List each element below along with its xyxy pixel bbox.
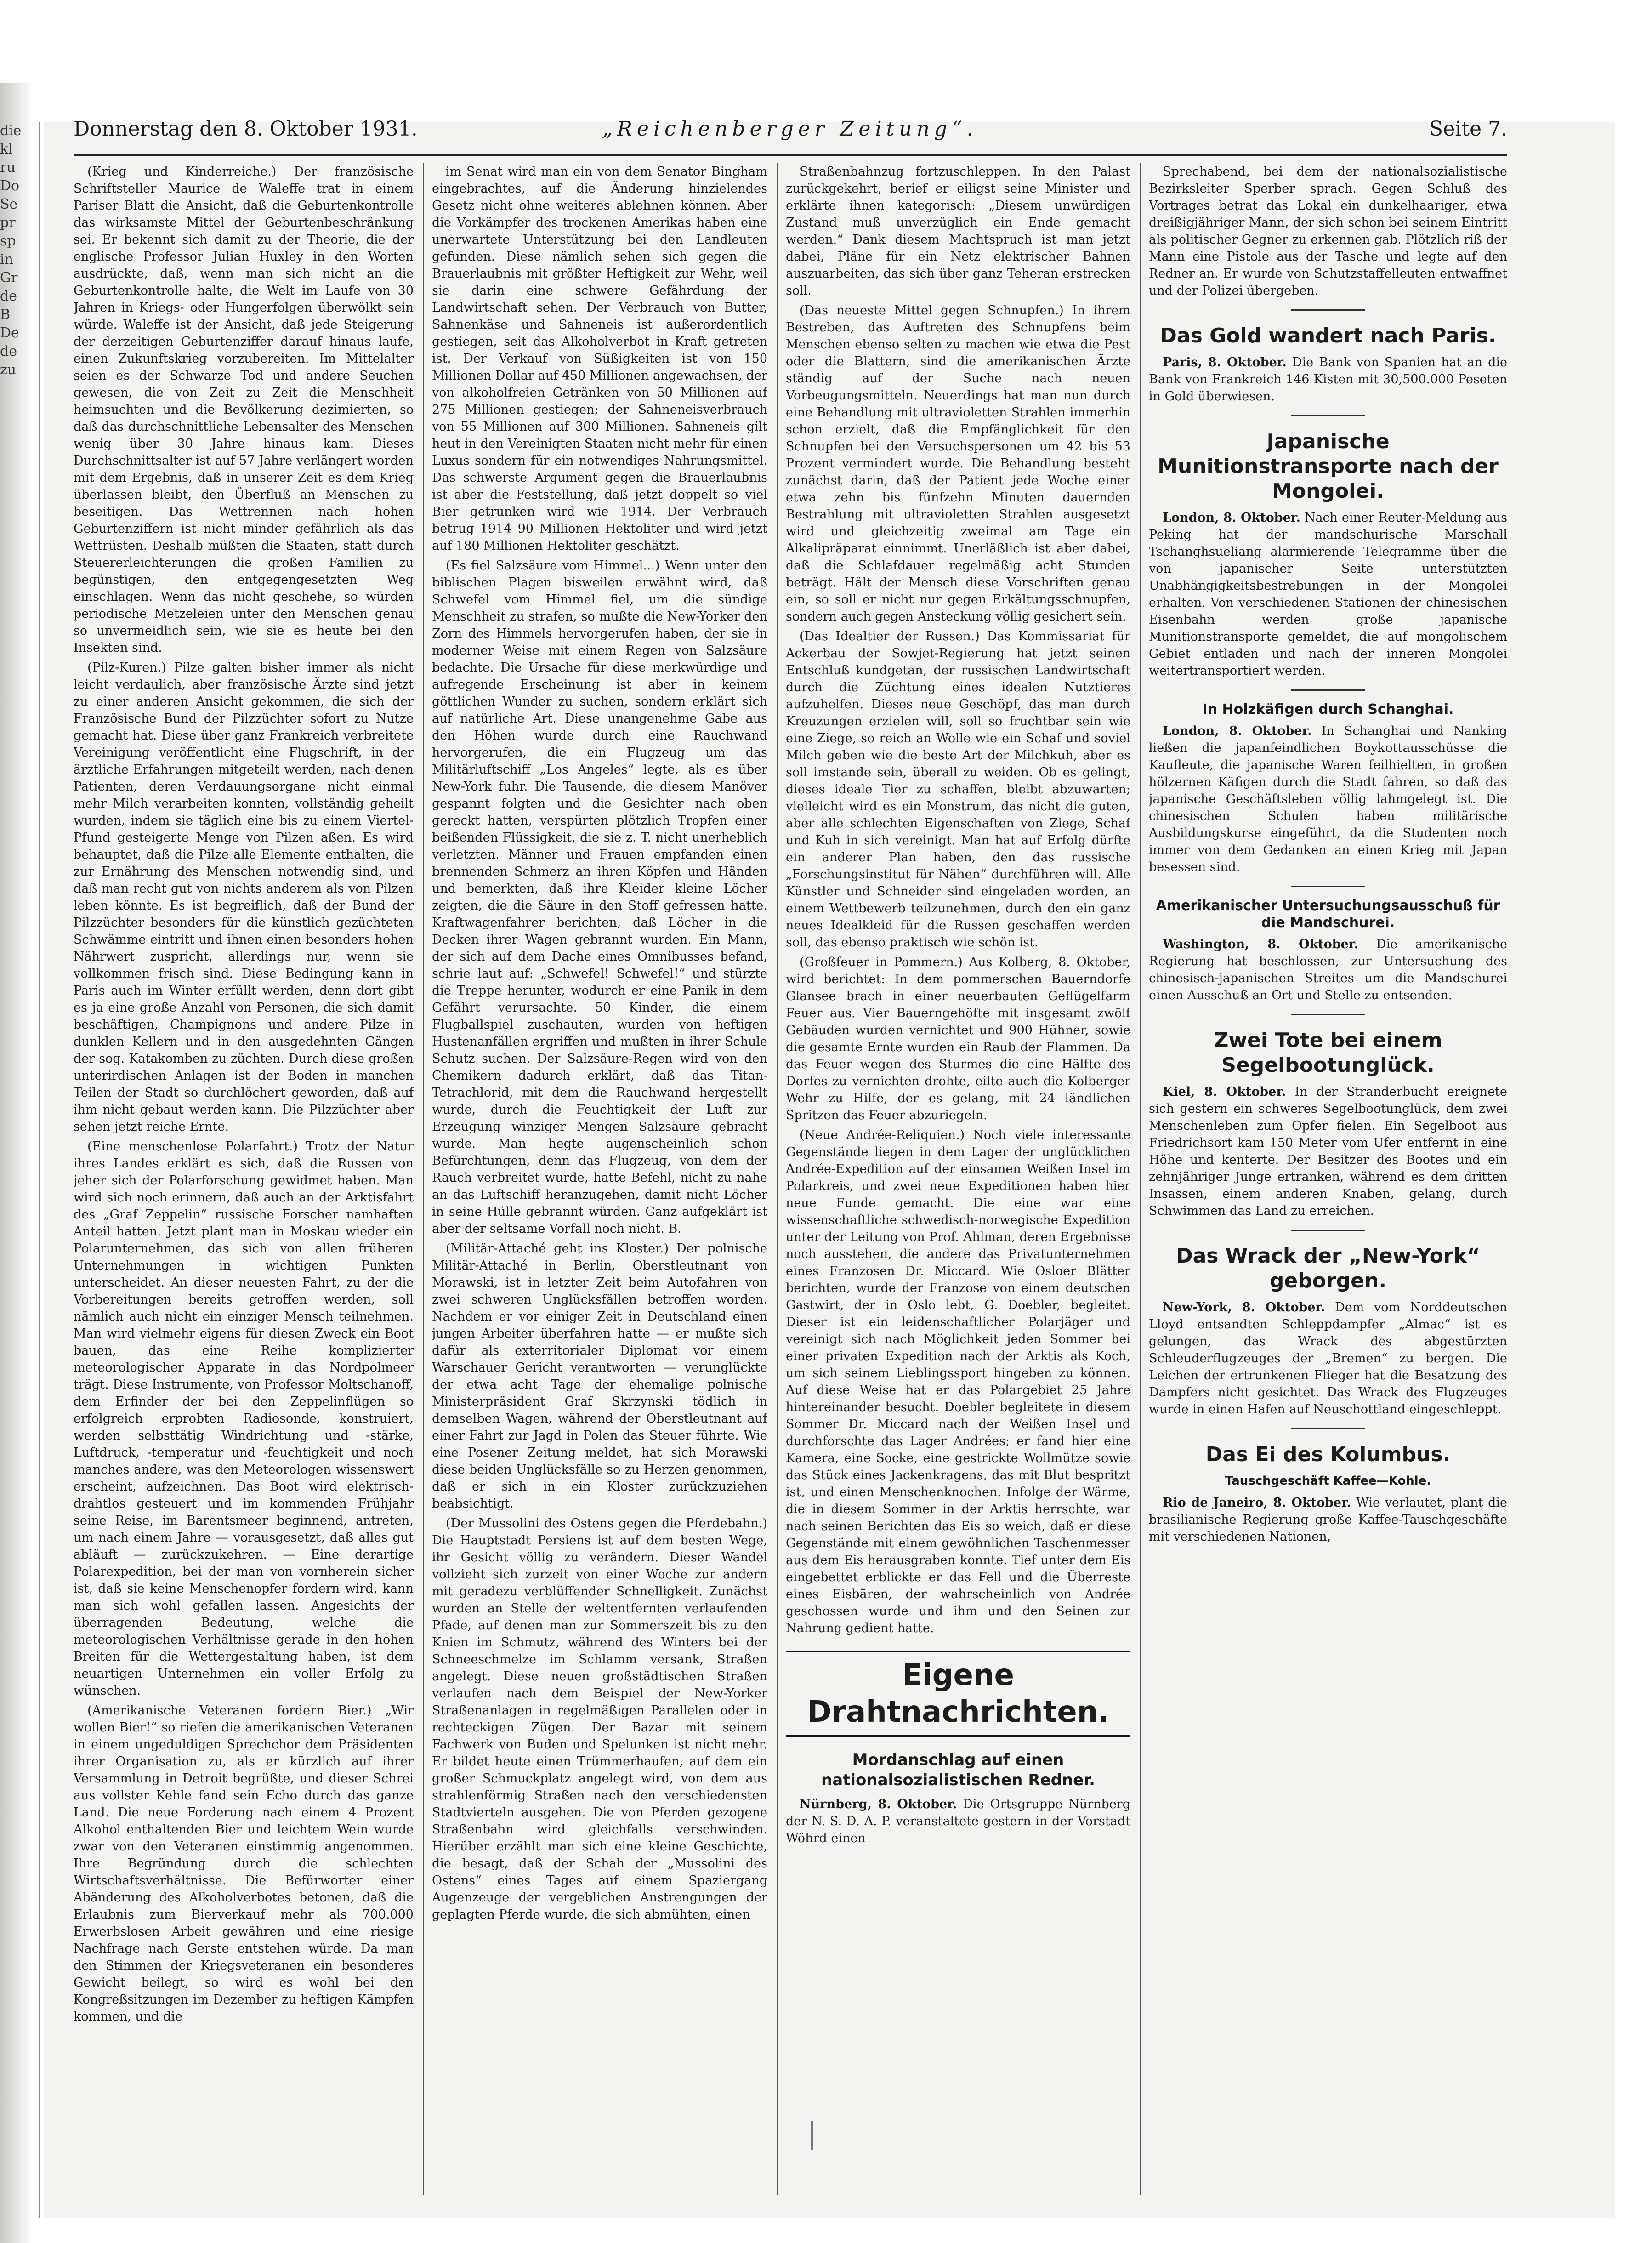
article-paragraph: (Der Mussolini des Ostens gegen die Pferdebahn.) Die Hauptstadt Persiens ist auf dem besten Wege, ihr Gesicht völlig zu verändern. Dieser Wandel vollzieht sich zurzeit von einer Woche zur andern mit geradezu verblüffender Schnelligkeit. Zunächst wurden an Stelle der weltentfernten verlaufenden Pfade, auf denen man zur Sommerszeit bis zu den Knien im Schmutz, während des Winters bei der Schneeschmelze im Schlamm versank, Straßen angelegt. Diese neuen großstädtischen Straßen verlaufen nach dem Beispiel der New-Yorker Straßenanlagen in regelmäßigen Parallelen oder in rechteckigen Zügen. Der Bazar mit seinem Fachwerk von Buden und Spelunken ist nicht mehr. Er bildet heute einen Trümmerhaufen, auf dem ein großer Schmuckplatz angelegt wird, von dem aus strahlenförmig Straßen nach den verschiedensten Stadtvierteln ausgehen. Die von Pferden gezogene Straßenbahn wird gleichfalls verschwinden. Hierüber erzählt man sich eine kleine Geschichte, die besagt, daß der Schah der „Mussolini des Ostens“ eines Tages auf einem Spaziergang Augenzeuge der vergeblichen Anstrengungen der geplagten Pferde wurde, die sich abmühten, einen	[432, 1516, 767, 1922]
news-headline: Mordanschlag auf einen nationalsozialistischen Redner.	[821, 1751, 1096, 1789]
article-separator	[1291, 689, 1365, 691]
news-dateline: London, 8. Oktober.	[1163, 724, 1312, 738]
header-date: Donnerstag den 8. Oktober 1931.	[74, 117, 418, 141]
news-item	[1149, 509, 1507, 679]
article-paragraph: (Großfeuer in Pommern.) Aus Kolberg, 8. Oktober, wird berichtet: In dem pommerschen Bauerndorfe Glansee brach in einer neuerbauten Geflügelfarm Feuer aus. Vier Bauerngehöfte mit insgesamt zwölf Gebäuden wurden vernichtet und 900 Hühner, sowie die gesamte Ernte wurden ein Raub der Flammen. Da das Feuer wegen des Sturmes die eine Hälfte des Dorfes zu vernichten drohte, eilte auch die Kolberger Wehr zu Hilfe, der es gelang, mit 24 ländlichen Spritzen das Feuer abzuriegeln.	[786, 955, 1130, 1122]
news-dateline: Rio de Janeiro, 8. Oktober.	[1163, 1496, 1351, 1510]
news-dateline: Kiel, 8. Oktober.	[1163, 1085, 1286, 1099]
news-dateline: New-York, 8. Oktober.	[1163, 1300, 1325, 1315]
news-item	[1149, 354, 1507, 405]
news-text: Die Ortsgruppe Nürnberg der N. S. D. A. P. veranstaltete gestern in der Vorstadt Wöhrd einen	[786, 1797, 1130, 1845]
article-separator	[1291, 415, 1365, 416]
news-text: Die amerikanische Regierung hat beschlossen, zur Untersuchung des chinesisch-japanischen Streites um die Mandschurei einen Ausschuß an Ort und Stelle zu entsenden.	[1149, 937, 1507, 1002]
article-paragraph: (Neue Andrée-Reliquien.) Noch viele interessante Gegenstände liegen in dem Lager der unglücklichen Andrée-Expedition auf der einsamen Weißen Insel im Polarkreis, und zwei neue Expeditionen haben hier neue Funde gemacht. Die eine war eine wissenschaftliche schwedisch-norwegische Expedition unter der Leitung von Prof. Ahlman, deren Ergebnisse noch ausstehen, die andere das Privatunternehmen eines Franzosen Dr. Miccard. Wie Osloer Blätter berichten, wurde der Franzose von einem deutschen Gastwirt, der in Oslo lebt, G. Doebler, begleitet. Dieser ist ein leidenschaftlicher Polarjäger und vereinigt sich nach Möglichkeit jeden Sommer bei einer privaten Expedition nach der Arktis als Koch, um sich seinem Lieblingssport hingeben zu können. Auf diese Weise hat er das Polargebiet 25 Jahre hintereinander besucht. Doebler begleitete in diesem Sommer Dr. Miccard nach der Weißen Insel und durchforschte das Lager Andrées; er fand hier eine Kamera, eine Socke, eine gestrickte Wollmütze sowie das Stück eines Jackenkragens, das mit Blut bespritzt ist, und einen Menschenknochen. Infolge der Wärme, die in diesem Sommer in der Arktis herrschte, war nach seinen Berichten das Eis so weich, daß er diese Gegenstände mit einem gewöhnlichen Taschenmesser aus dem Eis herausgraben konnte. Tief unter dem Eis eingebettet erblickte er das Fell und die Überreste eines Eisbären, der wahrscheinlich von Andrée geschossen wurde und ihm und den Seinen zur Nahrung gedient hatte.	[786, 1128, 1130, 1635]
news-dateline: Paris, 8. Oktober.	[1163, 355, 1287, 370]
news-dateline: Washington, 8. Oktober.	[1163, 937, 1358, 951]
article-paragraph: Sprechabend, bei dem der nationalsozialistische Bezirksleiter Sperber sprach. Gegen Schluß des Vortrages betrat das Lokal ein dunkelhaariger, etwa dreißigjähriger Mann, der sich schon bei seinem Eintritt als politischer Gegner zu erkennen gab. Plötzlich riß der Mann eine Pistole aus der Tasche und legte auf den Redner an. Er wurde von Schutzstaffelleuten entwaffnet und der Polizei übergeben.	[1149, 165, 1507, 298]
previous-page-edge: die kl ru Do Se pr sp in Gr de B De de zu	[0, 122, 40, 2218]
article-separator	[1291, 1014, 1365, 1015]
news-text: Nach einer Reuter-Meldung aus Peking hat der mandschurische Marschall Tschanghsueliang alarmierende Telegramme über die von japanischer Seite unterstützten Unabhängigkeitsbestrebungen in der Mongolei erhalten. Von verschiedenen Stationen der chinesischen Eisenbahn werden große japanische Munitionstransporte gemeldet, die auf mongolischem Gebiet entladen und nach der inneren Mongolei weitertransportiert werden.	[1149, 511, 1507, 678]
header-rule	[74, 154, 1507, 156]
news-text: Wie verlautet, plant die brasilianische Regierung große Kaffee-Tauschgeschäfte mit verschiedenen Nationen,	[1149, 1496, 1507, 1544]
column-divider	[777, 163, 778, 2195]
news-headline: Das Gold wandert nach Paris.	[1160, 324, 1496, 347]
column-1	[74, 163, 414, 2195]
section-banner: Eigene Drahtnachrichten.	[786, 1651, 1130, 1737]
paper-mark	[811, 2121, 813, 2150]
article-paragraph: im Senat wird man ein von dem Senator Bingham eingebrachtes, auf die Änderung hinzielendes Gesetz nicht ohne weiteres ablehnen können. Aber die Vorkämpfer des trockenen Amerikas haben eine unerwartete Unterstützung bei den Landleuten gefunden. Diese nämlich sehen sich gegen die Brauerlaubnis mit größter Heftigkeit zur Wehr, weil sie darin eine schwere Gefährdung der Landwirtschaft sehen. Der Verbrauch von Butter, Sahnenkäse und Sahneneis ist außerordentlich gestiegen, seit das Alkoholverbot in Kraft getreten ist. Der Verkauf von Süßigkeiten ist von 150 Millionen Dollar auf 450 Millionen angewachsen, der von alkoholfreien Getränken von 50 Millionen auf 275 Millionen gestiegen; der Sahneneisverbrauch von 55 Millionen auf 300 Millionen. Sahneneis gilt heut in den Vereinigten Staaten nicht mehr für einen Luxus sondern für ein notwendiges Nahrungsmittel. Das schwerste Argument gegen die Brauerlaubnis ist aber die Feststellung, daß jetzt doppelt so viel Bier getrunken wird wie 1914. Der Verbrauch betrug 1914 90 Millionen Hektoliter und wird jetzt auf 180 Millionen Hektoliter geschätzt.	[432, 165, 767, 553]
news-text: Die Bank von Spanien hat an die Bank von Frankreich 146 Kisten mit 30,500.000 Peseten in Gold überwiesen.	[1149, 355, 1507, 404]
news-item	[1149, 1494, 1507, 1545]
article-paragraph: (Amerikanische Veteranen fordern Bier.) „Wir wollen Bier!“ so riefen die amerikanischen Veteranen in einem ungeduldigen Sprechchor dem Präsidenten ihrer Organisation zu, als er kürzlich auf ihrer Versammlung in Detroit begrüßte, und dieser Schrei aus vollster Kehle fand sein Echo durch das ganze Land. Die neue Forderung nach einem 4 Prozent Alkohol enthaltenden Bier und leichtem Wein wurde zwar von den Veteranen einstimmig angenommen. Ihre Begründung durch die schlechten Wirtschaftsverhältnisse. Die Befürworter einer Abänderung des Alkoholverbotes betonen, daß die Erlaubnis zum Bierverkauf mehr als 700.000 Erwerbslosen Arbeit gewähren und eine riesige Nachfrage nach Gerste entstehen würde. Da man den Stimmen der Kriegsveteranen ein besonderes Gewicht beilegt, so wird es wohl bei den Kongreßsitzungen im Dezember zu heftigen Kämpfen kommen, und die	[74, 1703, 414, 2024]
news-item	[1149, 1299, 1507, 1418]
news-headline: Das Wrack der „New-York“ geborgen.	[1176, 1244, 1480, 1292]
article-paragraph: (Militär-Attaché geht ins Kloster.) Der polnische Militär-Attaché in Berlin, Oberstleutnant von Morawski, ist in letzter Zeit beim Autofahren von zwei schweren Unglücksfällen betroffen worden. Nachdem er vor einiger Zeit in Deutschland einen jungen Arbeiter überfahren hatte — er mußte sich dafür als exterritorialer Diplomat vor einem Warschauer Gericht verantworten — verunglückte der etwa acht Tage der ehemalige polnische Ministerpräsident Graf Skrzynski tödlich in demselben Wagen, während der Oberstleutnant auf einer Fahrt zur Jagd in Polen das Steuer führte. Wie eine Posener Zeitung meldet, hat sich Morawski diese beiden Unglücksfälle so zu Herzen genommen, daß er sich in ein Kloster zurückzuziehen beabsichtigt.	[432, 1241, 767, 1511]
news-dateline: London, 8. Oktober.	[1163, 511, 1300, 525]
page-header	[74, 117, 1507, 145]
news-headline: Amerikanischer Untersuchungsausschuß für die Mandschurei.	[1156, 898, 1500, 931]
article-separator	[1291, 1230, 1365, 1231]
news-headline: In Holzkäfigen durch Schanghai.	[1202, 701, 1454, 717]
news-item	[1149, 936, 1507, 1004]
news-item	[786, 1796, 1130, 1847]
article-paragraph: (Krieg und Kinderreiche.) Der französische Schriftsteller Maurice de Waleffe trat in einem Pariser Blatt die Ansicht, daß die Geburtenkontrolle das wirksamste Mittel der Geburtenbeschränkung sei. Er bekennt sich damit zu der Theorie, die der englische Professor Julian Huxley in den Worten ausdrückte, daß, wenn man sich nicht an die Geburtenkontrolle halte, die Welt im Laufe von 30 Jahren in Kriegs- oder Hungerfolgen überwölkt sein würde. Waleffe ist der Ansicht, daß jede Steigerung der derzeitigen Geburtenziffer darauf hinaus laufe, einen Zukunftskrieg vorzubereiten. Im Mittelalter seien es der Schwarze Tod und andere Seuchen gewesen, die von Zeit zu Zeit die Menschheit heimsuchten und die Bevölkerung dezimierten, so daß das durchschnittliche Lebensalter des Menschen wenig über 30 Jahre hinaus kam. Dieses Durchschnittsalter ist auf 57 Jahre verlängert worden mit dem Ergebnis, daß in unserer Zeit es dem Krieg überlassen bleibt, den Überfluß an Menschen zu beseitigen. Das Wettrennen nach hohen Geburtenziffern ist nicht minder gefährlich als das Wettrüsten. Deshalb müßten die Staaten, statt durch Steuererleichterungen die großen Familien zu begünstigen, den entgegengesetzten Weg einschlagen. Wenn das nicht geschehe, so würden periodische Metzeleien unter den Menschen genau so unvermeidlich sein, wie sie es heute bei den Insekten sind.	[74, 165, 414, 655]
news-text: Dem vom Norddeutschen Lloyd entsandten Schleppdampfer „Almac“ ist es gelungen, das Wrack des abgestürzten Schleuderflugzeuges der „Bremen“ zu bergen. Die Leichen der ertrunkenen Flieger hat die Besatzung des Dampfers nicht gesichtet. Das Wrack des Flugzeuges wurde in einen Hafen auf Neuschottland eingeschleppt.	[1149, 1300, 1507, 1417]
article-paragraph: (Pilz-Kuren.) Pilze galten bisher immer als nicht leicht verdaulich, aber französische Ärzte sind jetzt zu einer anderen Ansicht gekommen, die sich der Französische Bund der Pilzzüchter sofort zu Nutze gemacht hat. Diese über ganz Frankreich verbreitete Vereinigung veröffentlicht eine Flugschrift, in der ärztliche Erfahrungen mitgeteilt werden, nach denen Patienten, deren Verdauungsorgane nicht einmal mehr Milch verarbeiten konnten, vollständig geheilt wurden, indem sie täglich eine bis zu einem Viertel-Pfund gesteigerte Menge von Pilzen aßen. Es wird behauptet, daß die Pilze alle Elemente enthalten, die zur Ernährung des Menschen notwendig sind, und daß man recht gut von nichts anderem als von Pilzen leben könnte. Es ist begreiflich, daß der Bund der Pilzzüchter besonders für die künstlich gezüchteten Schwämme eintritt und ihnen einen besonders hohen Nährwert zuspricht, allerdings nur, wenn sie vollkommen frisch sind. Diese Bedingung kann in Paris auch im Winter erfüllt werden, denn dort gibt es ja eine große Anzahl von Personen, die sich damit beschäftigen, Champignons und andere Pilze in dunklen Kellern und in den ausgedehnten Gängen der sog. Katakomben zu züchten. Durch diese großen unterirdischen Anlagen ist der Boden in manchen Teilen der Stadt so durchlöchert geworden, daß auf ihm nicht gebaut werden kann. Die Pilzzüchter aber sehen jetzt reiche Ernte.	[74, 660, 414, 1134]
article-paragraph: (Eine menschenlose Polarfahrt.) Trotz der Natur ihres Landes erklärt es sich, daß die Russen von jeher sich der Polarforschung gewidmet haben. Man wird sich noch erinnern, daß auch an der Arktisfahrt des „Graf Zeppelin“ russische Forscher namhaften Anteil hatten. Jetzt plant man in Moskau wieder ein Polarunternehmen, das sich von allen früheren Unternehmungen in wichtigen Punkten unterscheidet. An dieser neuesten Fahrt, zu der die Vorbereitungen bereits getroffen werden, soll nämlich auch nicht ein einziger Mensch teilnehmen. Man wird vielmehr eigens für diesen Zweck ein Boot bauen, das eine Reihe komplizierter meteorologischer Apparate in das Nordpolmeer trägt. Diese Instrumente, von Professor Moltschanoff, dem Erfinder der bei den Zeppelinflügen so erfolgreich erprobten Radiosonde, konstruiert, werden selbsttätig Windrichtung und -stärke, Luftdruck, -temperatur und -feuchtigkeit und noch manches andere, was den Meteorologen wissenswert erscheint, aufzeichnen. Das Boot wird elektrisch-drahtlos gesteuert und im kommenden Frühjahr seine Reise, im Barentsmeer beginnend, antreten, um nach einem Jahre — vorausgesetzt, daß alles gut abläuft — zurückzukehren. — Eine derartige Polarexpedition, bei der man von vornherein sicher ist, daß sie keine Menschenopfer fordern wird, kann man sich wohl gefallen lassen. Angesichts der überragenden Bedeutung, welche die meteorologischen Verhältnisse gerade in den hohen Breiten für die Wettergestaltung haben, ist dem neuartigen Unternehmen ein voller Erfolg zu wünschen.	[74, 1139, 414, 1698]
news-headline: Das Ei des Kolumbus.	[1205, 1443, 1451, 1466]
article-paragraph: (Das neueste Mittel gegen Schnupfen.) In ihrem Bestreben, das Auftreten des Schnupfens beim Menschen ebenso selten zu machen wie etwa die Pest oder die Blattern, sind die amerikanischen Ärzte ständig auf der Suche nach neuen Vorbeugungsmitteln. Neuerdings hat man nun durch eine Behandlung mit ultravioletten Strahlen immerhin schon erzielt, daß die Empfänglichkeit für den Schnupfen bei den Versuchspersonen um 42 bis 53 Prozent vermindert wurde. Die Behandlung besteht zunächst darin, daß der Patient jede Woche einer etwa zehn bis fünfzehn Minuten dauernden Bestrahlung mit ultravioletten Strahlen ausgesetzt wird und gleichzeitig zweimal am Tage ein Alkalipräparat einnimmt. Unerläßlich ist aber dabei, daß die Schlafdauer regelmäßig acht Stunden beträgt. Hält der Mensch diese Vorschriften genau ein, so soll er nicht nur gegen Erkältungsschnupfen, sondern auch gegen Ansteckung völlig gesichert sein.	[786, 303, 1130, 624]
column-divider	[423, 163, 424, 2195]
news-headline: Zwei Tote bei einem Segelbootunglück.	[1214, 1029, 1442, 1077]
column-divider	[1140, 163, 1141, 2195]
news-subheadline: Tauschgeschäft Kaffee—Kohle.	[1225, 1474, 1431, 1488]
news-text: In der Stranderbucht ereignete sich gestern ein schweres Segelbootunglück, dem zwei Menschenleben zum Opfer fielen. Ein Segelboot aus Friedrichsort kam 150 Meter vom Ufer entfernt in eine Höhe und kenterte. Der Besitzer des Bootes und ein zehnjähriger Junge ertranken, während es dem dritten Insassen, einem anderen Knaben, gelang, durch Schwimmen das Land zu erreichen.	[1149, 1085, 1507, 1218]
article-separator	[1291, 1428, 1365, 1429]
news-item	[1149, 1083, 1507, 1219]
news-dateline: Nürnberg, 8. Oktober.	[800, 1797, 957, 1811]
column-2	[432, 163, 767, 2195]
header-page-number: Seite 7.	[1429, 117, 1507, 141]
news-text: In Schanghai und Nanking ließen die japanfeindlichen Boykottausschüsse die Kaufleute, die japanische Waren feilhielten, in großen hölzernen Käfigen durch die Stadt fahren, so daß das japanische Geschäftsleben völlig lahmgelegt ist. Die chinesischen Schulen haben militärische Ausbildungskurse eingeführt, da die Studenten noch immer von dem Gedanken an einen Krieg mit Japan besessen sind.	[1149, 724, 1507, 874]
news-item	[1149, 723, 1507, 876]
news-headline: Japanische Munitionstransporte nach der Mongolei.	[1158, 430, 1499, 503]
column-4	[1149, 163, 1507, 2195]
column-3	[786, 163, 1130, 2195]
article-paragraph: (Das Idealtier der Russen.) Das Kommissariat für Ackerbau der Sowjet-Regierung hat jetzt seinen Entschluß kundgetan, der russischen Landwirtschaft durch die Züchtung eines idealen Nutztieres aufzuhelfen. Dieses neue Geschöpf, das man durch Kreuzungen erzielen will, soll so fruchtbar sein wie eine Ziege, so reich an Wolle wie ein Schaf und soviel Milch geben wie die beste Art der Milchkuh, aber es soll imstande sein, überall zu weiden. Ob es gelingt, dieses ideale Tier zu schaffen, bleibt abzuwarten; vielleicht wird es ein Monstrum, das nicht die guten, aber alle schlechten Eigenschaften von Ziege, Schaf und Kuh in sich vereinigt. Man hat auf Erfolg dürfte ein anderer Plan haben, den das russische „Forschungsinstitut für Nähen“ durchführen will. Alle Künstler und Schneider sind eingeladen worden, an einem Wettbewerb teilzunehmen, durch den ein ganz neues Idealkleid für die Russen geschaffen werden soll, das ebenso praktisch wie schön ist.	[786, 629, 1130, 950]
article-separator	[1291, 886, 1365, 887]
article-separator	[1291, 309, 1365, 311]
header-masthead: „Reichenberger Zeitung“.	[602, 117, 978, 141]
article-paragraph: (Es fiel Salzsäure vom Himmel...) Wenn unter den biblischen Plagen bisweilen erwähnt wird, daß Schwefel vom Himmel fiel, um die sündige Menschheit zu strafen, so mußte die New-Yorker den Zorn des Himmels hervorgerufen haben, der sie in moderner Weise mit einem Regen von Salzsäure bedachte. Die Ursache für diese merkwürdige und aufregende Erscheinung ist aber in keinem göttlichen Wunder zu suchen, sondern erklärt sich auf natürliche Art. Diese unangenehme Gabe aus den Höhen wurde durch eine Rauchwand hervorgerufen, die ein Flugzeug um das Militärluftschiff „Los Angeles“ legte, als es über New-York fuhr. Die Tausende, die diesem Manöver gespannt folgten und die Gesichter nach oben gereckt hatten, verspürten plötzlich Tropfen einer beißenden Flüssigkeit, die sie z. T. nicht unerheblich verletzten. Männer und Frauen empfanden einen brennenden Schmerz an ihren Köpfen und Händen und bemerkten, daß ihre Kleider kleine Löcher zeigten, die die Säure in den Stoff gefressen hatte. Kraftwagenfahrer berichten, daß Löcher in die Decken ihrer Wagen gebrannt wurden. Ein Mann, der sich auf dem Dache eines Omnibusses befand, schrie laut auf: „Schwefel! Schwefel!“ und stürzte die Treppe herunter, wodurch er eine Panik in dem Gefährt verursachte. 50 Kinder, die einem Flugballspiel zuschauten, wurden von heftigen Hustenanfällen ergriffen und mußten in ihrer Schule Schutz suchen. Der Salzsäure-Regen wird von den Chemikern dadurch erklärt, daß das Titan-Tetrachlorid, mit dem die Rauchwand hergestellt wurde, durch die Feuchtigkeit der Luft zur Erzeugung winziger Mengen Salzsäure gebracht wurde. Man hegte augenscheinlich schon Befürchtungen, denn das Flugzeug, von dem der Rauch verbreitet wurde, hatte Befehl, nicht zu nahe an das Luftschiff heranzugehen, damit nicht Löcher in seine Hülle gebrannt würden. Ganz aufgeklärt ist aber der seltsame Vorfall noch nicht. B.	[432, 558, 767, 1236]
article-paragraph: Straßenbahnzug fortzuschleppen. In den Palast zurückgekehrt, berief er eiligst seine Minister und erklärte ihnen kategorisch: „Diesem unwürdigen Zustand muß unverzüglich ein Ende gemacht werden.“ Dank diesem Machtspruch ist man jetzt dabei, Pläne für ein Netz elektrischer Bahnen auszuarbeiten, das sich über ganz Teheran erstrecken soll.	[786, 165, 1130, 298]
